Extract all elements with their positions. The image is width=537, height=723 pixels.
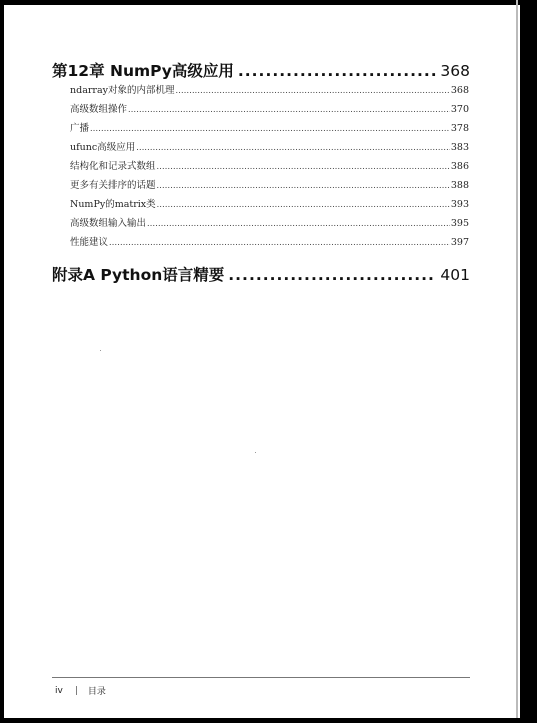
entry-page-number: 383: [450, 142, 469, 153]
entry-title: NumPy的matrix类: [70, 199, 156, 210]
dot-leader: [109, 238, 450, 247]
toc-entry[interactable]: [70, 215, 469, 234]
dot-leader: [157, 200, 450, 209]
scan-speck: [100, 350, 101, 351]
dot-leader: [157, 181, 450, 190]
dot-leader: [90, 124, 450, 133]
chapter-page-number: 368: [440, 62, 470, 80]
entry-page-number: 370: [450, 104, 469, 115]
entry-page-number: 368: [450, 85, 469, 96]
toc-entry[interactable]: [70, 120, 469, 139]
scan-speck: [255, 452, 256, 453]
toc-chapter-12[interactable]: [52, 59, 470, 81]
entry-page-number: 393: [450, 199, 469, 210]
dot-leader: [147, 219, 450, 228]
toc-entry[interactable]: [70, 82, 469, 101]
entry-title: 高级数组输入输出: [70, 218, 147, 229]
dot-leader: [157, 162, 450, 171]
scan-border-bottom: [0, 718, 537, 723]
chapter-title: 第12章 NumPy高级应用: [52, 62, 234, 80]
dot-leader: [175, 86, 449, 95]
scan-border-top: [0, 0, 537, 5]
dot-leader: [128, 105, 450, 114]
entry-title: 高级数组操作: [70, 104, 128, 115]
entry-title: 结构化和记录式数组: [70, 161, 156, 172]
toc-appendix-a[interactable]: [52, 263, 470, 285]
scan-border-right: [520, 0, 537, 723]
entry-page-number: 395: [450, 218, 469, 229]
toc-entry[interactable]: [70, 177, 469, 196]
entry-page-number: 397: [450, 237, 469, 248]
toc-entry[interactable]: [70, 158, 469, 177]
toc-entry[interactable]: [70, 139, 469, 158]
dot-leader: [136, 143, 450, 152]
entry-title: ufunc高级应用: [70, 142, 136, 153]
footer-rule: [52, 677, 470, 678]
toc-section-list: [70, 82, 469, 253]
toc-entry[interactable]: [70, 101, 469, 120]
entry-page-number: 386: [450, 161, 469, 172]
dot-leader: [238, 62, 437, 80]
footer-page-number: iv: [55, 685, 63, 696]
page-footer: [55, 684, 106, 697]
footer-section-label: 目录: [87, 687, 106, 697]
scan-border-left: [0, 0, 4, 723]
entry-page-number: 388: [450, 180, 469, 191]
appendix-title: 附录A Python语言精要: [52, 266, 225, 284]
entry-title: 更多有关排序的话题: [70, 180, 156, 191]
entry-title: ndarray对象的内部机理: [70, 85, 175, 96]
dot-leader: [228, 266, 436, 284]
toc-entry[interactable]: [70, 234, 469, 253]
entry-title: 广播: [70, 123, 90, 134]
footer-separator: |: [74, 685, 78, 696]
toc-entry[interactable]: [70, 196, 469, 215]
appendix-page-number: 401: [440, 266, 470, 284]
scan-border-right-shadow: [516, 0, 518, 723]
entry-page-number: 378: [450, 123, 469, 134]
entry-title: 性能建议: [70, 237, 109, 248]
